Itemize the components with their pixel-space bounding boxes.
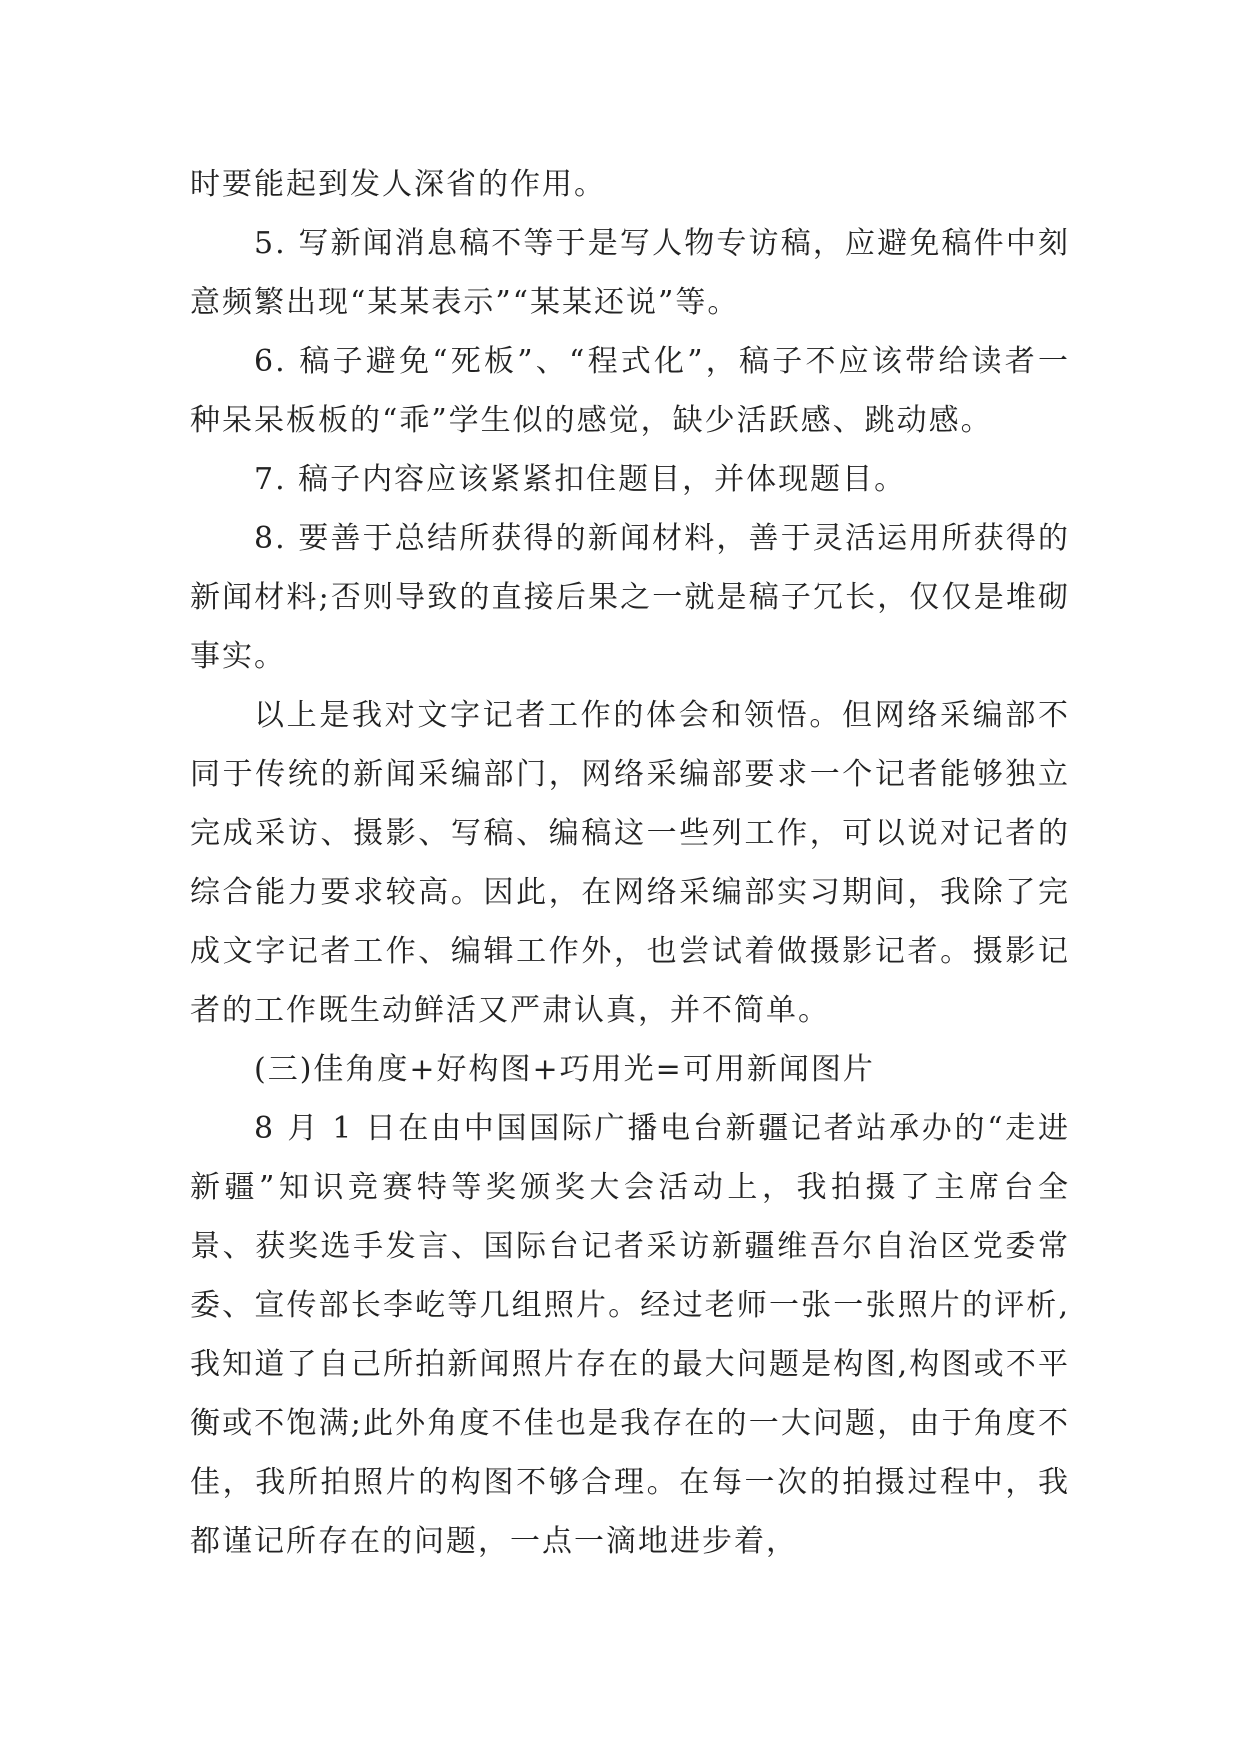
- paragraph-item-5: 5. 写新闻消息稿不等于是写人物专访稿，应避免稿件中刻意频繁出现“某某表示”“某某还说”等。: [190, 226, 1070, 320]
- paragraph-item-6: 6. 稿子避免“死板”、“程式化”，稿子不应该带给读者一种呆呆板板的“乖”学生似的感觉，缺少活跃感、跳动感。: [190, 344, 1070, 438]
- paragraph-continuation: 时要能起到发人深省的作用。: [190, 167, 606, 202]
- document-body: [190, 155, 1070, 1571]
- paragraph-summary: 以上是我对文字记者工作的体会和领悟。但网络采编部不同于传统的新闻采编部门，网络采编部要求一个记者能够独立完成采访、摄影、写稿、编稿这一些列工作，可以说对记者的综合能力要求较高。因此，在网络采编部实习期间，我除了完成文字记者工作、编辑工作外，也尝试着做摄影记者。摄影记者的工作既生动鲜活又严肃认真，并不简单。: [190, 698, 1070, 1028]
- paragraph-item-8: 8. 要善于总结所获得的新闻材料，善于灵活运用所获得的新闻材料;否则导致的直接后果之一就是稿子冗长，仅仅是堆砌事实。: [190, 521, 1070, 674]
- paragraph-item-7: 7. 稿子内容应该紧紧扣住题目，并体现题目。: [254, 462, 907, 497]
- section-heading: (三)佳角度+好构图+巧用光=可用新闻图片: [254, 1052, 875, 1087]
- paragraph-photo-experience: 8 月 1 日在由中国国际广播电台新疆记者站承办的“走进新疆”知识竞赛特等奖颁奖大会活动上，我拍摄了主席台全景、获奖选手发言、国际台记者采访新疆维吾尔自治区党委常委、宣传部长李屹等几组照片。经过老师一张一张照片的评析,我知道了自己所拍新闻照片存在的最大问题是构图,构图或不平衡或不饱满;此外角度不佳也是我存在的一大问题，由于角度不佳，我所拍照片的构图不够合理。在每一次的拍摄过程中，我都谨记所存在的问题，一点一滴地进步着，: [190, 1111, 1070, 1559]
